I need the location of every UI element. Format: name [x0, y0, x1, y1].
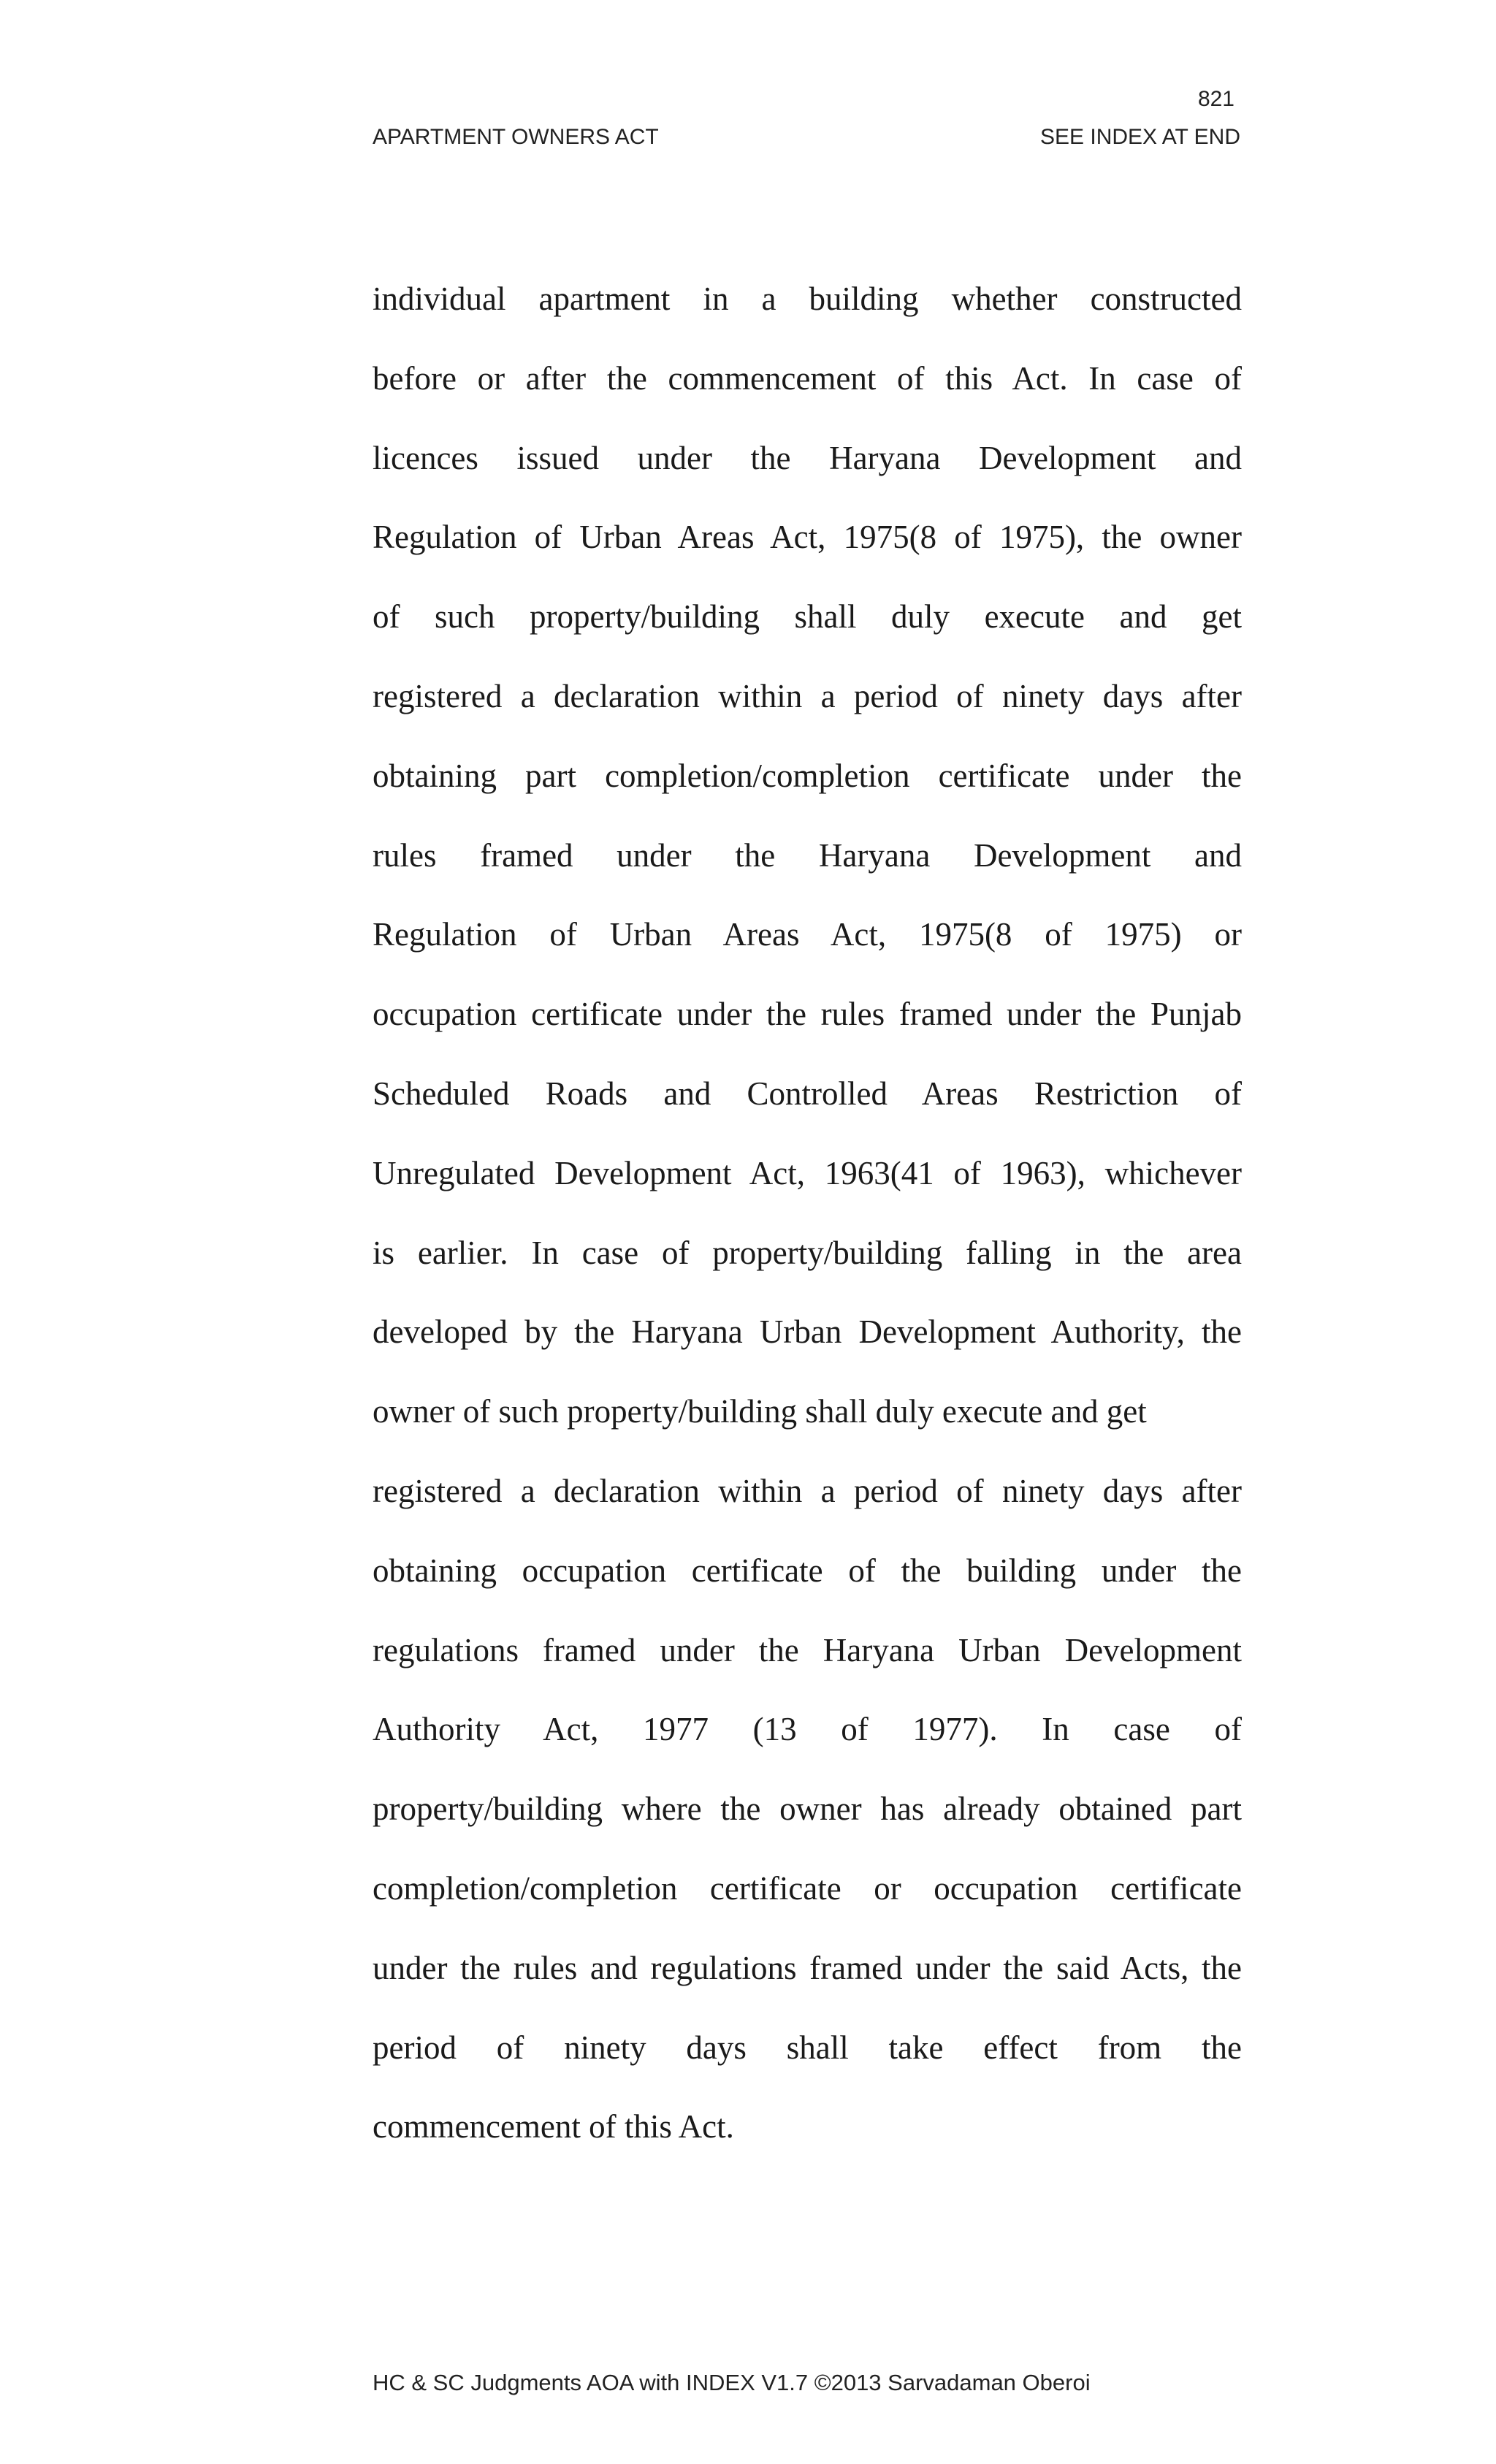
footer-copyright: HC & SC Judgments AOA with INDEX V1.7 ©2013 Sarvadaman Oberoi: [373, 2370, 1091, 2395]
body-line: Authority Act, 1977 (13 of 1977). In case of: [373, 1711, 1242, 1748]
body-line: Scheduled Roads and Controlled Areas Restriction of: [373, 1075, 1242, 1112]
body-line: under the rules and regulations framed under the said Acts, the: [373, 1949, 1242, 1986]
body-line: obtaining occupation certificate of the building under the: [373, 1552, 1242, 1589]
body-line: occupation certificate under the rules framed under the Punjab: [373, 996, 1242, 1033]
body-line: registered a declaration within a period of ninety days after: [373, 677, 1242, 714]
body-line: owner of such property/building shall duly execute and get: [373, 1393, 1147, 1430]
body-line: individual apartment in a building whether constructed: [373, 281, 1242, 317]
body-line: Regulation of Urban Areas Act, 1975(8 of 1975), the owner: [373, 519, 1242, 556]
body-line: regulations framed under the Haryana Urban Development: [373, 1631, 1242, 1668]
body-line: Unregulated Development Act, 1963(41 of 1963), whichever: [373, 1154, 1242, 1191]
body-line: property/building where the owner has already obtained part: [373, 1790, 1242, 1828]
body-line: before or after the commencement of this Act. In case of: [373, 359, 1242, 397]
body-line: Regulation of Urban Areas Act, 1975(8 of 1975) or: [373, 916, 1242, 953]
running-head-title: APARTMENT OWNERS ACT: [373, 125, 659, 149]
body-line: period of ninety days shall take effect from the: [373, 2029, 1242, 2066]
body-line: is earlier. In case of property/building falling in the area: [373, 1234, 1242, 1271]
body-line: developed by the Haryana Urban Development Authority, the: [373, 1313, 1242, 1351]
body-line: commencement of this Act.: [373, 2108, 734, 2145]
page-number: 821: [1197, 87, 1234, 111]
body-text: [373, 259, 1242, 2167]
body-line: licences issued under the Haryana Development and: [373, 439, 1242, 476]
body-line: of such property/building shall duly execute and get: [373, 598, 1242, 636]
running-head-index-note: SEE INDEX AT END: [1040, 125, 1240, 149]
body-line: completion/completion certificate or occupation certificate: [373, 1869, 1242, 1907]
body-line: obtaining part completion/completion certificate under the: [373, 757, 1242, 794]
body-line: rules framed under the Haryana Development and: [373, 836, 1242, 874]
body-line: registered a declaration within a period of ninety days after: [373, 1472, 1242, 1509]
